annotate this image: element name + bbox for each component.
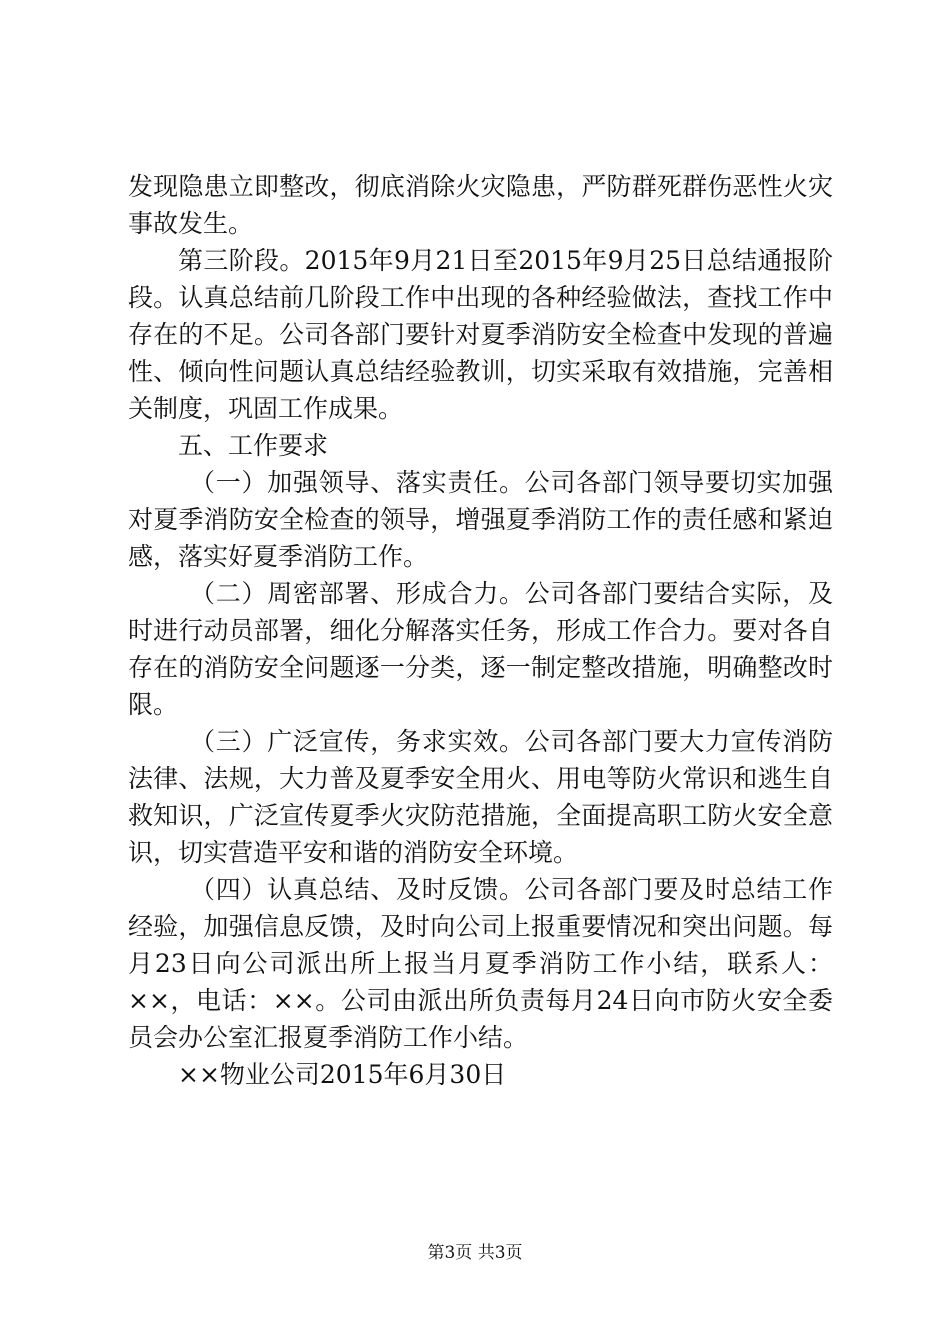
signature-line: ××物业公司2015年6月30日 xyxy=(178,1060,507,1089)
paragraph-stage-three: 第三阶段。2015年9月21日至2015年9月25日总结通报阶段。认真总结前几阶段工作中出现的各种经验做法，查找工作中存在的不足。公司各部门要针对夏季消防安全检查中发现的普遍性、倾向性问题认真总结经验教训，切实采取有效措施，完善相关制度，巩固工作成果。 xyxy=(128,246,833,423)
paragraph-requirement-one: （一）加强领导、落实责任。公司各部门领导要切实加强对夏季消防安全检查的领导，增强夏季消防工作的责任感和紧迫感，落实好夏季消防工作。 xyxy=(128,468,833,571)
paragraph-requirement-two: （二）周密部署、形成合力。公司各部门要结合实际，及时进行动员部署，细化分解落实任务，形成工作合力。要对各自存在的消防安全问题逐一分类，逐一制定整改措施，明确整改时限。 xyxy=(128,579,833,719)
paragraph-requirement-three: （三）广泛宣传，务求实效。公司各部门要大力宣传消防法律、法规，大力普及夏季安全用火、用电等防火常识和逃生自救知识，广泛宣传夏季火灾防范措施，全面提高职工防火安全意识，切实营造平安和谐的消防安全环境。 xyxy=(128,727,833,867)
page-footer: 第3页 共3页 xyxy=(427,1243,523,1263)
document-body xyxy=(128,168,833,1093)
paragraph-requirement-four: （四）认真总结、及时反馈。公司各部门要及时总结工作经验，加强信息反馈，及时向公司上报重要情况和突出问题。每月23日向公司派出所上报当月夏季消防工作小结，联系人：××，电话：××。公司由派出所负责每月24日向市防火安全委员会办公室汇报夏季消防工作小结。 xyxy=(128,875,833,1052)
section-heading-work-requirements: 五、工作要求 xyxy=(178,431,329,460)
paragraph-continuation: 发现隐患立即整改，彻底消除火灾隐患，严防群死群伤恶性火灾事故发生。 xyxy=(128,172,833,238)
